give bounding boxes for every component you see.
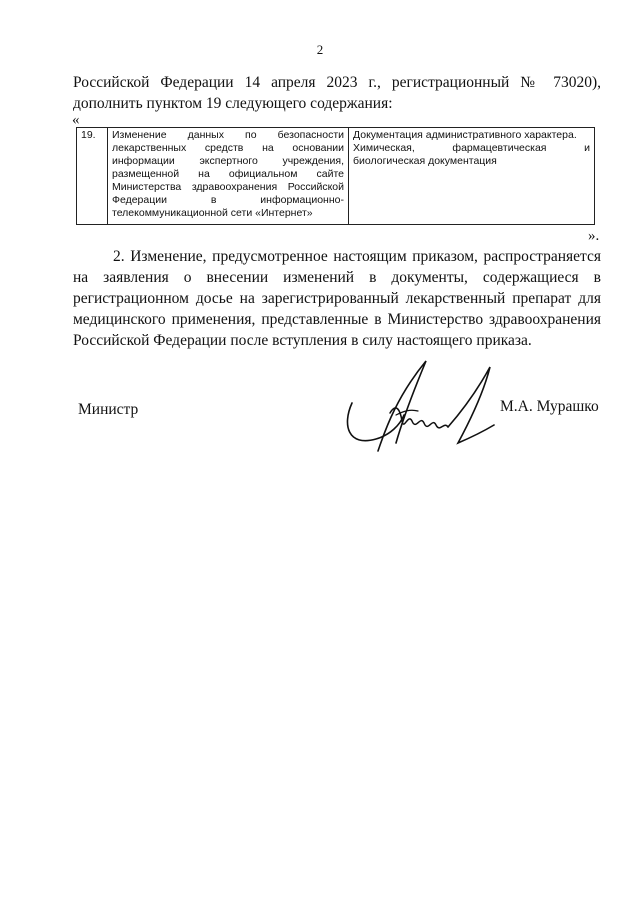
- required-documents: [349, 128, 595, 225]
- row-number: 19.: [77, 128, 108, 225]
- handwritten-signature: [338, 355, 508, 455]
- documents-line-administrative: Документация административного характера.: [353, 129, 577, 141]
- signer-title: Министр: [78, 401, 139, 418]
- closing-quote-mark: ».: [588, 228, 600, 244]
- signer-name: М.А. Мурашко: [500, 398, 599, 415]
- amendment-table: [76, 127, 595, 225]
- table-row: [77, 128, 595, 225]
- paragraph-item-2: 2. Изменение, предусмотренное настоящим приказом, распространяется на заявления о внесении изменений в документы, содержащиеся в регистрационном досье на зарегистрированный лекарственный препарат для медицинского применения, представленные в Министерство здравоохранения Российской Федерации после вступления в силу настоящего приказа.: [73, 248, 601, 349]
- change-description: Изменение данных по безопасности лекарственных средств на основании информации экспертного учреждения, размещенной на официальном сайте Министерства здравоохранения Российской Федерации в информационно-телекоммуникационной сети «Интернет»: [108, 128, 349, 225]
- page-number: 2: [316, 42, 324, 57]
- paragraph-intro: Российской Федерации 14 апреля 2023 г., регистрационный № 73020), дополнить пунктом 19 следующего содержания:: [73, 74, 601, 112]
- opening-quote-mark: «: [72, 112, 80, 128]
- documents-line-chemical: Химическая, фармацевтическая и биологическая документация: [353, 142, 590, 167]
